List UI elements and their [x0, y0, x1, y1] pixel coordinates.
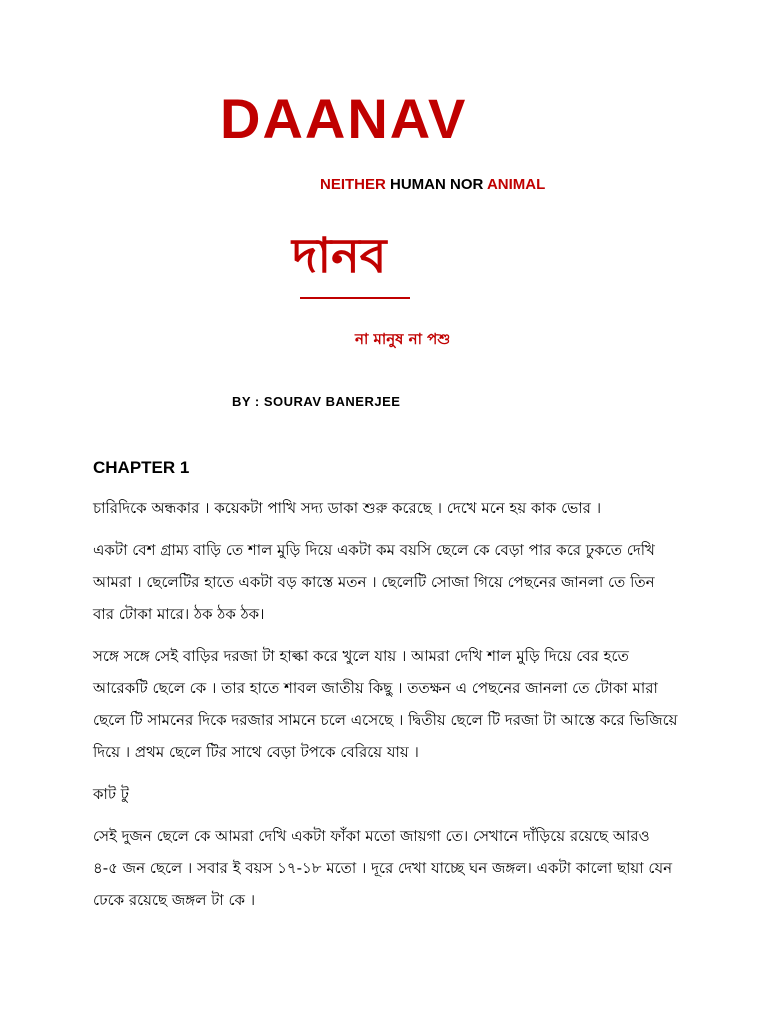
- chapter-body: [93, 492, 678, 926]
- author-byline: BY : SOURAV BANERJEE: [232, 394, 401, 409]
- tagline-neither: NEITHER: [320, 176, 386, 193]
- book-title: DAANAV: [220, 87, 468, 150]
- tagline-middle: HUMAN NOR: [385, 176, 487, 193]
- tagline-animal: ANIMAL: [486, 176, 546, 193]
- paragraph: একটা বেশ গ্রাম্য বাড়ি তে শাল মুড়ি দিয়ে একটা কম বয়সি ছেলে কে বেড়া পার করে ঢুকতে দেখি আমরা । ছেলেটির হাতে একটা বড় কাস্তে মতন । ছেলেটি সোজা গিয়ে পেছনের জানলা তে তিন বার টোকা মারে। ঠক ঠক ঠক।: [93, 541, 655, 623]
- paragraph: চারিদিকে অন্ধকার । কয়েকটা পাখি সদ্য ডাকা শুরু করেছে । দেখে মনে হয় কাক ভোর ।: [93, 499, 602, 517]
- english-tagline: [320, 176, 545, 193]
- bengali-title: দানব: [292, 228, 387, 284]
- bengali-tagline: না মানুষ না পশু: [355, 330, 451, 348]
- paragraph: কাট টু: [93, 785, 129, 803]
- paragraph: সেই দুজন ছেলে কে আমরা দেখি একটা ফাঁকা মতো জায়গা তে। সেখানে দাঁড়িয়ে রয়েছে আরও ৪-৫ জন ছেলে । সবার ই বয়স ১৭-১৮ মতো । দূরে দেখা যাচ্ছে ঘন জঙ্গল। একটা কালো ছায়া যেন ঢেকে রয়েছে জঙ্গল টা কে ।: [93, 827, 673, 909]
- chapter-heading: CHAPTER 1: [93, 458, 190, 477]
- paragraph: সঙ্গে সঙ্গে সেই বাড়ির দরজা টা হাল্কা করে খুলে যায় । আমরা দেখি শাল মুড়ি দিয়ে বের হতে আরেকটি ছেলে কে । তার হাতে শাবল জাতীয় কিছু । ততক্ষন এ পেছনের জানলা তে টোকা মারা ছেলে টি সামনের দিকে দরজার সামনে চলে এসেছে । দ্বিতীয় ছেলে টি দরজা টা আস্তে করে ভিজিয়ে দিয়ে । প্রথম ছেলে টির সাথে বেড়া টপকে বেরিয়ে যায় ।: [93, 647, 678, 761]
- title-underline: [300, 297, 410, 299]
